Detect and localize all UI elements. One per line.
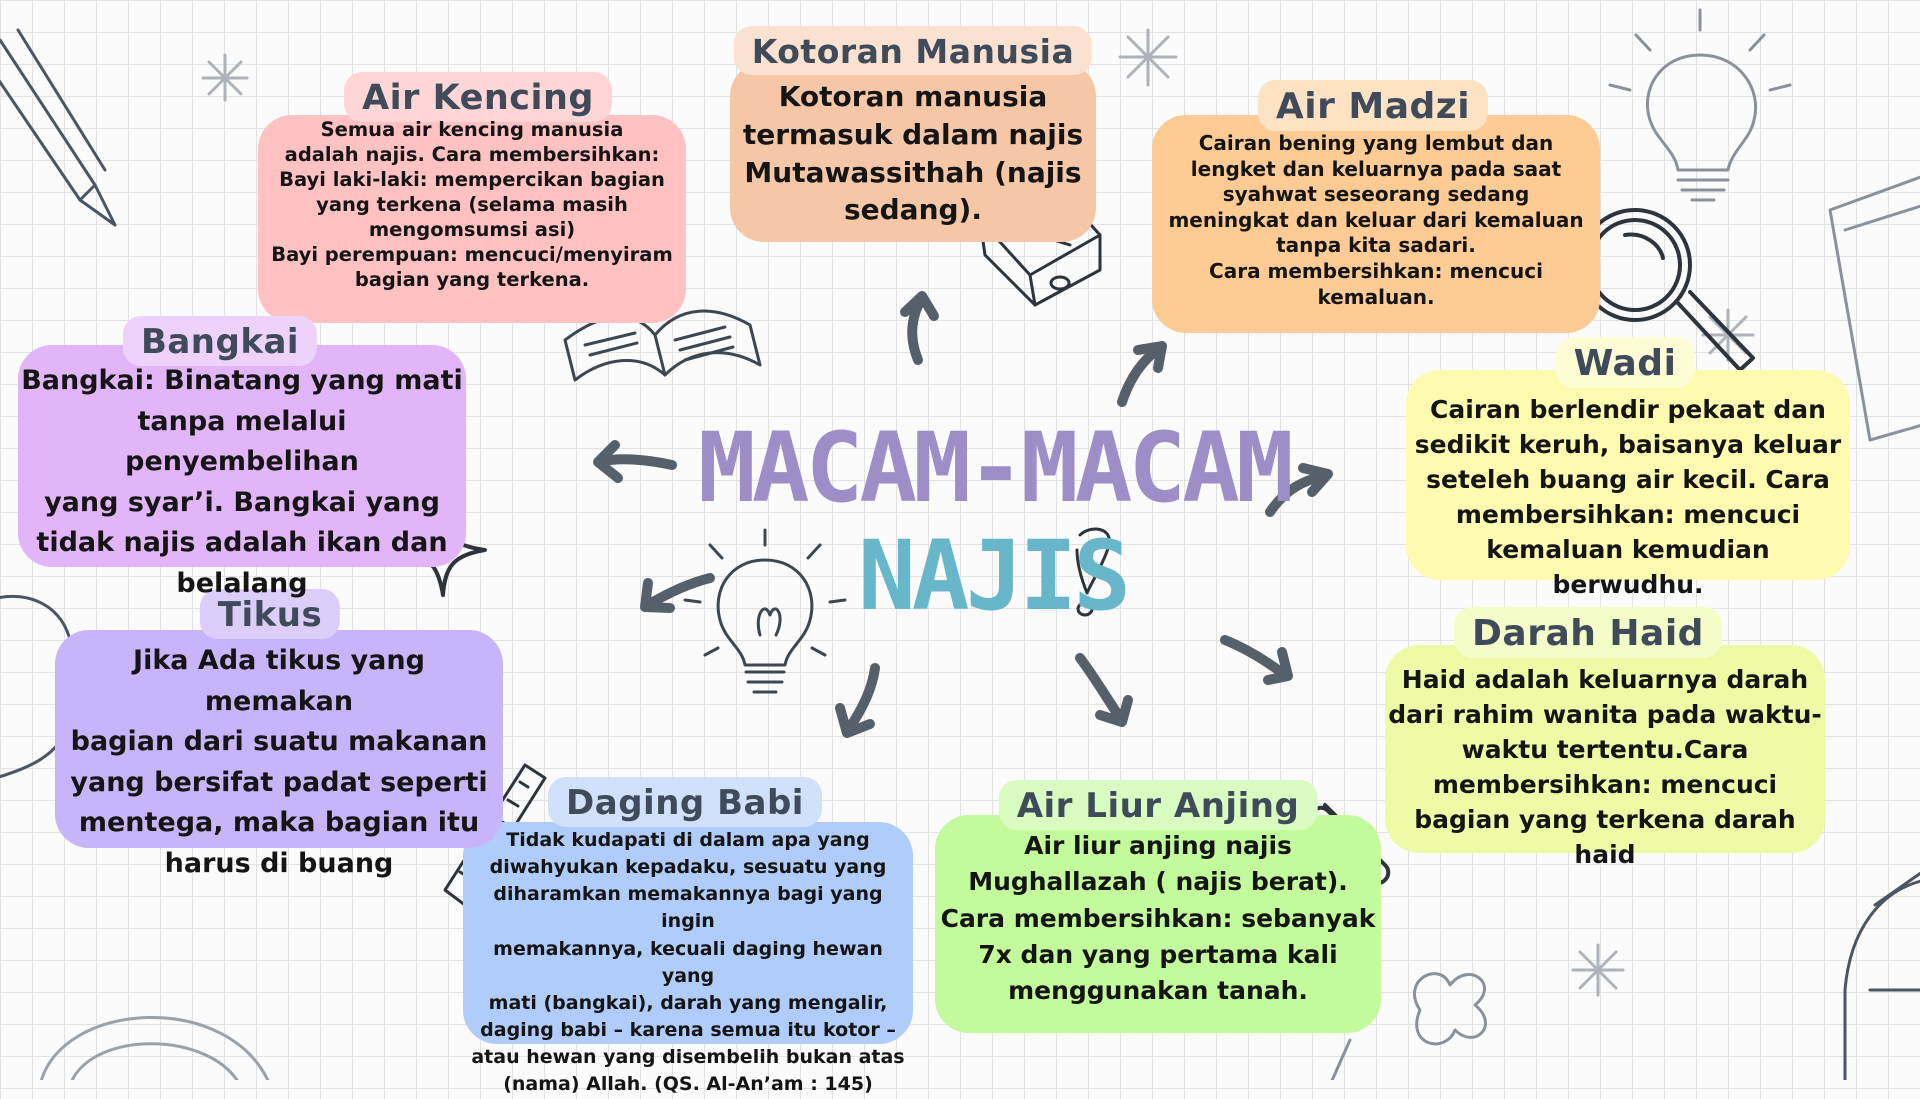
- card-title-air-liur-anjing: Air Liur Anjing: [999, 780, 1318, 830]
- lightbulb-icon: [680, 520, 860, 710]
- card-body-air-liur-anjing: Air liur anjing najis Mughallazah ( najis berat). Cara membersihkan: sebanyak 7x dan yang pertama kali menggunakan tanah.: [940, 831, 1376, 1005]
- card-title-daging-babi: Daging Babi: [548, 777, 822, 827]
- backpack-icon: [1845, 870, 1920, 1080]
- card-title-air-kencing: Air Kencing: [344, 72, 612, 122]
- pencil-icon: [0, 30, 115, 225]
- card-body-air-kencing: Semua air kencing manusia adalah najis. Cara membersihkan: Bayi laki-laki: mempercikan bagian yang terkena (selama masih mengomsumsi asi) Bayi perempuan: mencuci/menyiram bagian yang terkena.: [271, 118, 673, 291]
- card-title-darah-haid: Darah Haid: [1454, 607, 1722, 658]
- rainbow-icon: [40, 1017, 270, 1080]
- card-body-air-madzi: Cairan bening yang lembut dan lengket dan keluarnya pada saat syahwat seseorang sedang meningkat dan keluar dari kemaluan tanpa kita sadari. Cara membersihkan: mencuci kemaluan.: [1168, 131, 1584, 309]
- main-title-line2: NAJIS: [858, 520, 1127, 632]
- main-title-line1: MACAM-MACAM: [698, 412, 1290, 524]
- card-body-tikus: Jika Ada tikus yang memakan bagian dari suatu makanan yang bersifat padat seperti mentega, maka bagian itu harus di buang: [70, 645, 488, 879]
- card-body-wadi: Cairan berlendir pekaat dan sedikit keruh, baisanya keluar seteleh buang air kecil. Cara membersihkan: mencuci kemaluan kemudian berwudhu.: [1414, 395, 1842, 599]
- lightbulb-icon: [1610, 10, 1790, 200]
- card-body-daging-babi: Tidak kudapati di dalam apa yang diwahyukan kepadaku, sesuatu yang diharamkan memakannya bagi yang ingin memakannya, kecuali daging hewan yang mati (bangkai), darah yang mengalir, daging babi – karena semua itu kotor – atau hewan yang disembelih bukan atas (nama) Allah. (QS. Al-An’am : 145): [471, 829, 905, 1096]
- card-title-air-madzi: Air Madzi: [1258, 80, 1488, 131]
- card-title-bangkai: Bangkai: [123, 316, 317, 366]
- card-body-kotoran-manusia: Kotoran manusia termasuk dalam najis Mutawassithah (najis sedang).: [742, 80, 1084, 227]
- card-title-tikus: Tikus: [200, 589, 340, 639]
- card-body-bangkai: Bangkai: Binatang yang mati tanpa melalui penyembelihan yang syar’i. Bangkai yang tidak najis adalah ikan dan belalang: [21, 365, 463, 599]
- card-title-wadi: Wadi: [1556, 337, 1695, 388]
- card-title-kotoran-manusia: Kotoran Manusia: [734, 26, 1092, 75]
- card-body-darah-haid: Haid adalah keluarnya darah dari rahim wanita pada waktu- waktu tertentu.Cara membersihkan: mencuci bagian yang terkena darah haid: [1388, 665, 1822, 869]
